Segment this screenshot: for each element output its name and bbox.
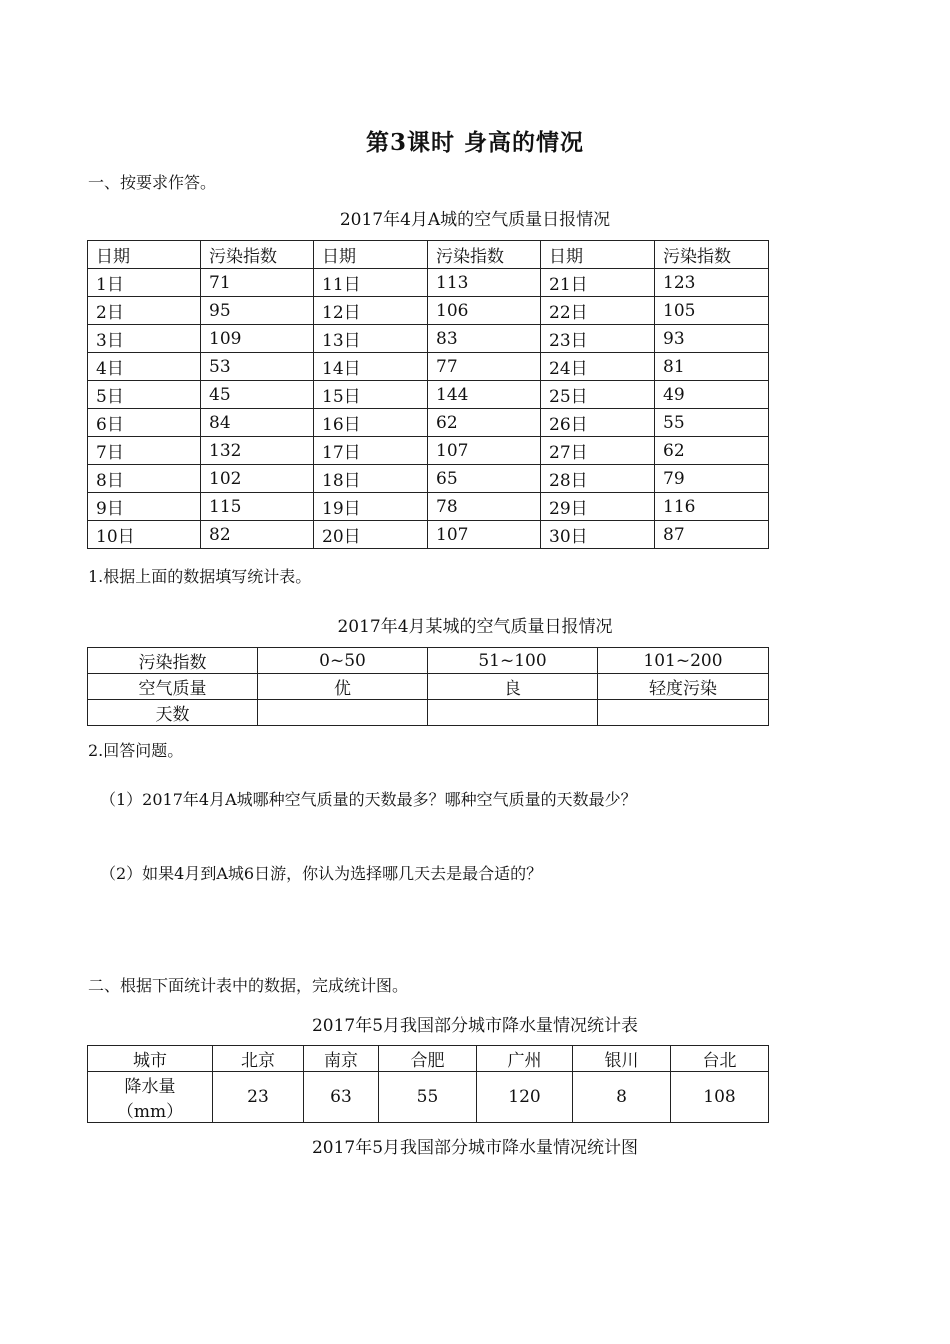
date-cell: 7日 bbox=[88, 437, 201, 465]
date-cell: 11日 bbox=[314, 269, 428, 297]
pollution-index-cell: 102 bbox=[201, 465, 314, 493]
date-cell: 17日 bbox=[314, 437, 428, 465]
date-cell: 29日 bbox=[541, 493, 655, 521]
pollution-index-cell: 107 bbox=[428, 437, 541, 465]
date-cell: 4日 bbox=[88, 353, 201, 381]
pollution-index-cell: 62 bbox=[428, 409, 541, 437]
date-cell: 21日 bbox=[541, 269, 655, 297]
table-row bbox=[88, 1072, 769, 1123]
header-cell: 污染指数 bbox=[428, 241, 541, 269]
pollution-index-cell: 144 bbox=[428, 381, 541, 409]
pollution-index-cell: 79 bbox=[655, 465, 769, 493]
row-label bbox=[88, 1072, 213, 1123]
row-label: 污染指数 bbox=[88, 648, 258, 674]
pollution-index-cell: 132 bbox=[201, 437, 314, 465]
table1-caption: 2017年4月A城的空气质量日报情况 bbox=[339, 210, 611, 230]
header-cell: 日期 bbox=[88, 241, 201, 269]
pollution-index-cell: 81 bbox=[655, 353, 769, 381]
pollution-index-cell: 62 bbox=[655, 437, 769, 465]
table-row bbox=[88, 674, 769, 700]
question-2: 2.回答问题。 bbox=[88, 741, 184, 760]
pollution-index-cell: 105 bbox=[655, 297, 769, 325]
table-row bbox=[88, 297, 769, 325]
pollution-index-cell: 84 bbox=[201, 409, 314, 437]
pollution-index-cell: 123 bbox=[655, 269, 769, 297]
table-cell: 良 bbox=[428, 674, 598, 700]
header-cell: 南京 bbox=[304, 1046, 379, 1072]
date-cell: 5日 bbox=[88, 381, 201, 409]
table-row bbox=[88, 521, 769, 549]
table2-caption: 2017年4月某城的空气质量日报情况 bbox=[337, 617, 613, 637]
date-cell: 25日 bbox=[541, 381, 655, 409]
header-cell: 台北 bbox=[671, 1046, 769, 1072]
date-cell: 10日 bbox=[88, 521, 201, 549]
table-header-row bbox=[88, 241, 769, 269]
answer-cell[interactable] bbox=[428, 700, 598, 726]
table-header-row bbox=[88, 1046, 769, 1072]
date-cell: 1日 bbox=[88, 269, 201, 297]
date-cell: 12日 bbox=[314, 297, 428, 325]
date-cell: 15日 bbox=[314, 381, 428, 409]
section1-heading: 一、按要求作答。 bbox=[88, 173, 217, 192]
table-row bbox=[88, 437, 769, 465]
date-cell: 19日 bbox=[314, 493, 428, 521]
table-row bbox=[88, 465, 769, 493]
date-cell: 13日 bbox=[314, 325, 428, 353]
pollution-index-cell: 45 bbox=[201, 381, 314, 409]
air-quality-summary-table bbox=[87, 647, 769, 726]
pollution-index-cell: 55 bbox=[655, 409, 769, 437]
date-cell: 27日 bbox=[541, 437, 655, 465]
table-cell: 120 bbox=[477, 1072, 573, 1123]
date-cell: 26日 bbox=[541, 409, 655, 437]
row-label: 天数 bbox=[88, 700, 258, 726]
pollution-index-cell: 53 bbox=[201, 353, 314, 381]
table-row bbox=[88, 700, 769, 726]
header-cell: 合肥 bbox=[379, 1046, 477, 1072]
pollution-index-cell: 116 bbox=[655, 493, 769, 521]
table-row bbox=[88, 269, 769, 297]
header-cell: 北京 bbox=[213, 1046, 304, 1072]
table-cell: 8 bbox=[573, 1072, 671, 1123]
table3-caption: 2017年5月我国部分城市降水量情况统计表 bbox=[311, 1016, 639, 1036]
table-cell: 优 bbox=[258, 674, 428, 700]
header-cell: 广州 bbox=[477, 1046, 573, 1072]
header-cell: 污染指数 bbox=[201, 241, 314, 269]
pollution-index-cell: 71 bbox=[201, 269, 314, 297]
date-cell: 28日 bbox=[541, 465, 655, 493]
row-label: 空气质量 bbox=[88, 674, 258, 700]
question-2-2: （2）如果4月到A城6日游，你认为选择哪几天去是最合适的？ bbox=[100, 864, 543, 883]
rainfall-table bbox=[87, 1045, 769, 1123]
pollution-index-cell: 87 bbox=[655, 521, 769, 549]
table-row bbox=[88, 409, 769, 437]
date-cell: 3日 bbox=[88, 325, 201, 353]
pollution-index-cell: 65 bbox=[428, 465, 541, 493]
date-cell: 8日 bbox=[88, 465, 201, 493]
header-cell: 城市 bbox=[88, 1046, 213, 1072]
question-1: 1.根据上面的数据填写统计表。 bbox=[88, 567, 312, 586]
pollution-index-cell: 77 bbox=[428, 353, 541, 381]
row-label-line-1: 降水量 bbox=[124, 1077, 176, 1097]
date-cell: 6日 bbox=[88, 409, 201, 437]
date-cell: 9日 bbox=[88, 493, 201, 521]
pollution-index-cell: 78 bbox=[428, 493, 541, 521]
pollution-index-cell: 83 bbox=[428, 325, 541, 353]
table-cell: 63 bbox=[304, 1072, 379, 1123]
table-row bbox=[88, 325, 769, 353]
table-cell: 55 bbox=[379, 1072, 477, 1123]
header-cell: 日期 bbox=[314, 241, 428, 269]
header-cell: 日期 bbox=[541, 241, 655, 269]
answer-cell[interactable] bbox=[598, 700, 769, 726]
page-title: 第3课时 身高的情况 bbox=[365, 129, 584, 156]
header-cell: 银川 bbox=[573, 1046, 671, 1072]
pollution-index-cell: 115 bbox=[201, 493, 314, 521]
table-row bbox=[88, 353, 769, 381]
table-row bbox=[88, 493, 769, 521]
date-cell: 18日 bbox=[314, 465, 428, 493]
date-cell: 2日 bbox=[88, 297, 201, 325]
pollution-index-cell: 95 bbox=[201, 297, 314, 325]
table-cell: 108 bbox=[671, 1072, 769, 1123]
date-cell: 24日 bbox=[541, 353, 655, 381]
chart-caption: 2017年5月我国部分城市降水量情况统计图 bbox=[311, 1138, 639, 1158]
table-cell: 51~100 bbox=[428, 648, 598, 674]
pollution-index-cell: 107 bbox=[428, 521, 541, 549]
answer-cell[interactable] bbox=[258, 700, 428, 726]
pollution-index-cell: 93 bbox=[655, 325, 769, 353]
date-cell: 22日 bbox=[541, 297, 655, 325]
pollution-index-cell: 113 bbox=[428, 269, 541, 297]
date-cell: 30日 bbox=[541, 521, 655, 549]
pollution-index-cell: 82 bbox=[201, 521, 314, 549]
row-label-line-2: （mm） bbox=[116, 1102, 184, 1122]
table-cell: 101~200 bbox=[598, 648, 769, 674]
table-cell: 0~50 bbox=[258, 648, 428, 674]
date-cell: 20日 bbox=[314, 521, 428, 549]
air-quality-table bbox=[87, 240, 769, 549]
table-cell: 轻度污染 bbox=[598, 674, 769, 700]
question-2-1: （1）2017年4月A城哪种空气质量的天数最多？哪种空气质量的天数最少？ bbox=[100, 790, 637, 809]
date-cell: 16日 bbox=[314, 409, 428, 437]
table-cell: 23 bbox=[213, 1072, 304, 1123]
table-row bbox=[88, 648, 769, 674]
table-row bbox=[88, 381, 769, 409]
pollution-index-cell: 106 bbox=[428, 297, 541, 325]
date-cell: 14日 bbox=[314, 353, 428, 381]
pollution-index-cell: 109 bbox=[201, 325, 314, 353]
pollution-index-cell: 49 bbox=[655, 381, 769, 409]
section2-heading: 二、根据下面统计表中的数据，完成统计图。 bbox=[88, 976, 409, 995]
air-quality-table-body bbox=[88, 241, 769, 549]
header-cell: 污染指数 bbox=[655, 241, 769, 269]
date-cell: 23日 bbox=[541, 325, 655, 353]
